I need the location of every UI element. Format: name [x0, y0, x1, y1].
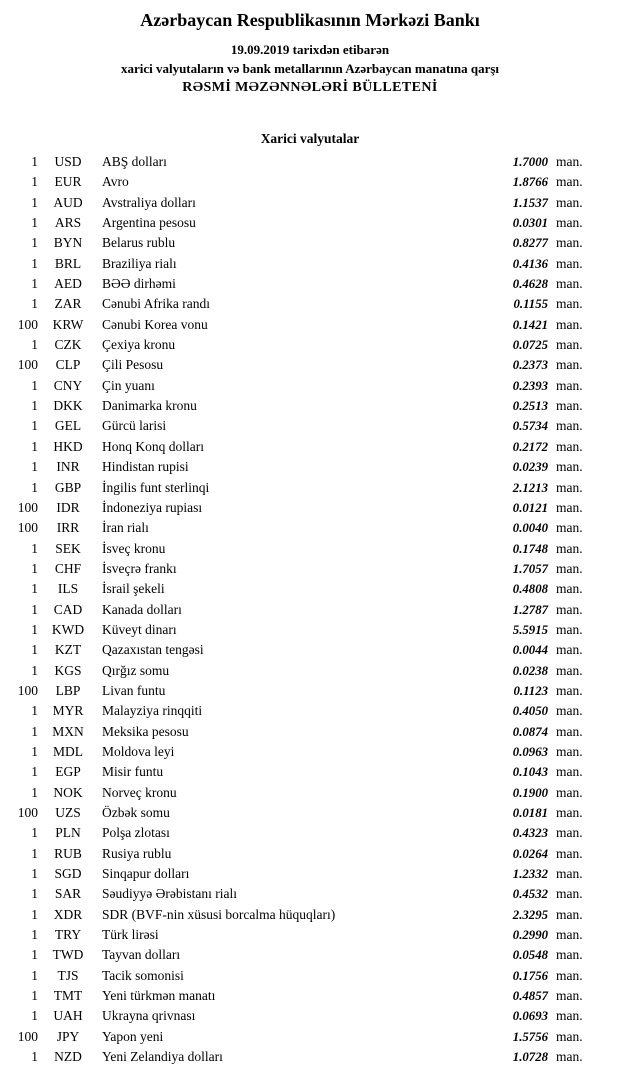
currency-name: Yeni Zelandiya dolları	[102, 1049, 223, 1065]
currency-rate: 0.1123	[513, 683, 548, 698]
currency-name: Meksika pesosu	[102, 723, 189, 739]
currency-quantity: 1	[31, 621, 38, 637]
currency-row	[0, 683, 620, 703]
currency-unit: man.	[556, 845, 583, 861]
currency-name: ABŞ dolları	[102, 154, 167, 169]
currency-code: KRW	[52, 316, 84, 332]
currency-row	[0, 296, 620, 316]
currency-row	[0, 947, 620, 967]
currency-row	[0, 703, 620, 723]
currency-code: AED	[54, 276, 82, 292]
currency-unit: man.	[556, 560, 583, 576]
currency-quantity: 100	[17, 805, 38, 820]
currency-row	[0, 724, 620, 744]
currency-rate: 1.8766	[512, 175, 548, 190]
currency-unit: man.	[556, 459, 583, 475]
currency-name: Qazaxıstan tengəsi	[102, 642, 204, 658]
currency-code: KGS	[54, 662, 82, 678]
currency-row	[0, 663, 620, 683]
currency-code: KZT	[54, 642, 82, 658]
currency-rate: 2.3295	[512, 907, 548, 922]
currency-quantity: 1	[31, 1049, 38, 1065]
currency-row	[0, 520, 620, 540]
currency-name: Sinqapur dolları	[102, 866, 190, 882]
currency-rate: 0.0044	[512, 643, 548, 658]
currency-code: TRY	[54, 927, 82, 943]
currency-row	[0, 480, 620, 500]
currency-quantity: 1	[31, 276, 38, 292]
currency-rate: 0.0301	[512, 216, 548, 231]
currency-code: ZAR	[54, 296, 82, 312]
currency-quantity: 1	[31, 988, 38, 1004]
currency-rate: 0.4532	[512, 887, 548, 902]
currency-row	[0, 459, 620, 479]
currency-quantity: 1	[31, 642, 38, 658]
currency-code: HKD	[53, 438, 83, 454]
currency-rate: 0.4136	[512, 256, 548, 271]
currency-rate: 0.1155	[513, 297, 548, 312]
currency-rate: 1.7057	[512, 561, 548, 576]
currency-name: Gürcü larisi	[102, 418, 167, 434]
currency-rate: 0.2990	[512, 928, 548, 943]
currency-code: CNY	[53, 377, 83, 393]
currency-unit: man.	[556, 621, 583, 637]
currency-row	[0, 764, 620, 784]
currency-row	[0, 602, 620, 622]
currency-row	[0, 256, 620, 276]
currency-quantity: 1	[31, 560, 38, 576]
currency-rate: 0.0548	[512, 948, 548, 963]
currency-quantity: 1	[31, 540, 38, 556]
currency-row	[0, 988, 620, 1008]
currency-unit: man.	[556, 255, 583, 271]
currency-unit: man.	[556, 866, 583, 882]
currency-quantity: 1	[31, 174, 38, 190]
currency-rate: 0.1900	[512, 785, 548, 800]
currency-rate: 0.8277	[512, 236, 548, 251]
currency-unit: man.	[556, 1049, 583, 1065]
currency-unit: man.	[556, 703, 583, 719]
currency-quantity: 1	[31, 1008, 38, 1024]
currency-row	[0, 866, 620, 886]
currency-row	[0, 846, 620, 866]
currency-unit: man.	[556, 296, 583, 312]
currency-unit: man.	[556, 215, 583, 231]
currency-row	[0, 195, 620, 215]
currency-row	[0, 398, 620, 418]
effective-date-line: 19.09.2019 tarixdən etibarən	[230, 42, 390, 57]
currency-rate: 0.2172	[512, 439, 548, 454]
currency-row	[0, 276, 620, 296]
currency-quantity: 1	[31, 255, 38, 271]
currency-name: Norveç kronu	[102, 784, 177, 800]
currency-unit: man.	[556, 1008, 583, 1024]
currency-code: GBP	[54, 479, 82, 495]
currency-rate: 0.4857	[512, 989, 548, 1004]
currency-name: Polşa zlotası	[102, 825, 170, 841]
bulletin-header	[0, 0, 620, 98]
currency-quantity: 1	[31, 377, 38, 393]
currency-unit: man.	[556, 194, 583, 210]
currency-code: MDL	[53, 743, 83, 759]
currency-unit: man.	[556, 337, 583, 353]
currency-name: İngilis funt sterlinqi	[102, 479, 210, 495]
currency-code: SEK	[55, 540, 81, 556]
currency-unit: man.	[556, 723, 583, 739]
currency-quantity: 1	[31, 398, 38, 414]
currency-name: Çin yuanı	[102, 377, 155, 393]
currency-quantity: 1	[31, 235, 38, 251]
currency-rate: 0.0121	[512, 500, 548, 515]
currency-code: TWD	[52, 947, 84, 963]
currency-code: TJS	[57, 967, 79, 983]
currency-row	[0, 805, 620, 825]
currency-rate: 0.4323	[512, 826, 548, 841]
currency-unit: man.	[556, 906, 583, 922]
currency-quantity: 1	[31, 723, 38, 739]
currency-quantity: 1	[31, 743, 38, 759]
currency-quantity: 100	[17, 316, 38, 332]
currency-unit: man.	[556, 377, 583, 393]
currency-quantity: 1	[31, 906, 38, 922]
currency-code: BRL	[54, 255, 82, 271]
currency-quantity: 1	[31, 866, 38, 882]
currency-row	[0, 968, 620, 988]
currency-name: Danimarka kronu	[102, 398, 197, 414]
currency-code: NOK	[53, 784, 83, 800]
currency-quantity: 1	[31, 845, 38, 861]
currency-rate: 0.0181	[512, 806, 548, 820]
currency-rate: 1.1537	[512, 195, 548, 210]
currency-row	[0, 825, 620, 845]
currency-unit: man.	[556, 642, 583, 658]
currency-code: JPY	[56, 1028, 80, 1044]
currency-code: USD	[54, 154, 82, 169]
currency-unit: man.	[556, 235, 583, 251]
currency-rate: 0.4628	[512, 277, 548, 292]
currency-quantity: 1	[31, 296, 38, 312]
currency-rate: 0.1748	[512, 541, 548, 556]
currency-name: Misir funtu	[102, 764, 164, 780]
currency-unit: man.	[556, 886, 583, 902]
currency-unit: man.	[556, 927, 583, 943]
currency-name: Avro	[102, 174, 129, 190]
currency-unit: man.	[556, 479, 583, 495]
currency-code: BYN	[53, 235, 83, 251]
currency-unit: man.	[556, 764, 583, 780]
currency-row	[0, 642, 620, 662]
currency-quantity: 1	[31, 967, 38, 983]
currency-quantity: 1	[31, 154, 38, 169]
currency-row	[0, 785, 620, 805]
currency-code: SAR	[54, 886, 82, 902]
currency-row	[0, 907, 620, 927]
currency-unit: man.	[556, 438, 583, 454]
currency-rate: 0.0040	[512, 521, 548, 536]
currency-unit: man.	[556, 398, 583, 414]
currency-name: Qırğız somu	[102, 662, 170, 678]
currency-code: PLN	[55, 825, 81, 841]
currency-quantity: 1	[31, 479, 38, 495]
currency-name: SDR (BVF-nin xüsusi borcalma hüquqları)	[102, 906, 336, 922]
currency-code: GEL	[54, 418, 82, 434]
currency-name: Braziliya rialı	[102, 255, 177, 271]
currency-name: Moldova leyi	[102, 743, 175, 759]
currency-row	[0, 1008, 620, 1028]
currency-name: Yeni türkmən manatı	[102, 988, 216, 1004]
currency-quantity: 1	[31, 703, 38, 719]
currency-unit: man.	[556, 276, 583, 292]
currency-rate: 0.0874	[512, 724, 548, 739]
currency-unit: man.	[556, 154, 583, 169]
currency-row	[0, 378, 620, 398]
currency-unit: man.	[556, 520, 583, 536]
currency-quantity: 1	[31, 438, 38, 454]
currency-row	[0, 357, 620, 377]
currency-name: Türk lirəsi	[102, 927, 159, 943]
currency-name: Tacik somonisi	[102, 967, 184, 983]
currency-quantity: 100	[17, 520, 38, 536]
currency-rate: 1.2332	[512, 867, 548, 882]
currency-unit: man.	[556, 174, 583, 190]
currency-rate: 0.0238	[512, 663, 548, 678]
currency-unit: man.	[556, 967, 583, 983]
currency-unit: man.	[556, 418, 583, 434]
currency-code: UZS	[55, 805, 81, 820]
section-title: Xarici valyutalar	[260, 131, 360, 146]
currency-name: BƏƏ dirhəmi	[102, 276, 176, 292]
currency-code: MXN	[52, 723, 84, 739]
currency-quantity: 100	[17, 499, 38, 515]
currency-rate: 0.0239	[512, 460, 548, 475]
currency-unit: man.	[556, 743, 583, 759]
currency-row	[0, 561, 620, 581]
currency-code: UAH	[53, 1008, 83, 1024]
currency-name: Özbək somu	[102, 805, 170, 820]
currency-code: IRR	[56, 520, 80, 536]
currency-name: İsrail şekeli	[102, 581, 165, 597]
currency-name: Küveyt dinarı	[102, 621, 177, 637]
header-subtitle: xarici valyutaların və bank metallarının Azərbaycan manatına qarşı	[120, 61, 500, 76]
currency-code: CAD	[53, 601, 83, 617]
currency-code: NZD	[54, 1049, 82, 1065]
currency-quantity: 100	[17, 357, 38, 373]
currency-unit: man.	[556, 825, 583, 841]
currency-name: Hindistan rupisi	[102, 459, 189, 475]
currency-code: IDR	[56, 499, 80, 515]
currency-quantity: 1	[31, 337, 38, 353]
currency-row	[0, 581, 620, 601]
currency-name: Tayvan dolları	[102, 947, 181, 963]
currency-name: Rusiya rublu	[102, 845, 172, 861]
currency-row	[0, 622, 620, 642]
currency-name: Yapon yeni	[102, 1028, 164, 1044]
currency-row	[0, 215, 620, 235]
currency-row	[0, 439, 620, 459]
currency-code: EUR	[54, 174, 82, 190]
currency-code: CLP	[55, 357, 81, 373]
currency-rate: 0.2513	[512, 399, 548, 414]
currency-row	[0, 1029, 620, 1049]
currency-quantity: 100	[17, 682, 38, 698]
currency-name: Cənubi Korea vonu	[102, 316, 208, 332]
currency-rate: 0.4050	[512, 704, 548, 719]
currency-quantity: 1	[31, 825, 38, 841]
currency-rate: 0.0264	[512, 846, 548, 861]
currency-quantity: 1	[31, 764, 38, 780]
currency-name: Honq Konq dolları	[102, 438, 204, 454]
currency-rate: 0.5734	[512, 419, 548, 434]
currency-name: Malayziya rinqqiti	[102, 703, 203, 719]
currency-rate: 0.1043	[512, 765, 548, 780]
currency-row	[0, 154, 620, 174]
currency-rate: 2.1213	[512, 480, 548, 495]
currency-row	[0, 317, 620, 337]
currency-row	[0, 541, 620, 561]
currency-quantity: 1	[31, 601, 38, 617]
currency-unit: man.	[556, 316, 583, 332]
currency-quantity: 1	[31, 947, 38, 963]
currency-code: INR	[56, 459, 80, 475]
currency-rate: 0.4808	[512, 582, 548, 597]
currency-unit: man.	[556, 662, 583, 678]
currency-code: TMT	[53, 988, 83, 1004]
currency-row	[0, 744, 620, 764]
currency-unit: man.	[556, 357, 583, 373]
currency-name: Avstraliya dolları	[102, 194, 196, 210]
currency-rate: 0.1756	[512, 968, 548, 983]
currency-name: Argentina pesosu	[102, 215, 196, 231]
currency-name: Ukrayna qrivnası	[102, 1008, 196, 1024]
currency-quantity: 100	[17, 1028, 38, 1044]
currency-unit: man.	[556, 805, 583, 820]
currency-name: İndoneziya rupiası	[102, 499, 203, 515]
currency-code: CHF	[54, 560, 82, 576]
currency-rate: 1.7000	[512, 155, 548, 169]
currency-code: SGD	[54, 866, 82, 882]
currency-unit: man.	[556, 947, 583, 963]
currency-rate: 0.2393	[512, 378, 548, 393]
currency-rate: 0.0693	[512, 1009, 548, 1024]
currency-quantity: 1	[31, 194, 38, 210]
currency-code: ARS	[54, 215, 82, 231]
currency-rate: 1.2787	[512, 602, 548, 617]
currency-rate: 0.2373	[512, 358, 548, 373]
currency-unit: man.	[556, 601, 583, 617]
currency-code: ILS	[57, 581, 79, 597]
currency-rate: 1.0728	[512, 1050, 548, 1065]
currency-code: KWD	[51, 621, 85, 637]
currency-quantity: 1	[31, 418, 38, 434]
currency-name: Cənubi Afrika randı	[102, 296, 210, 312]
currency-row	[0, 927, 620, 947]
currency-name: İran rialı	[102, 520, 149, 536]
currency-rate: 5.5915	[512, 622, 548, 637]
currency-code: MYR	[52, 703, 84, 719]
currency-row	[0, 174, 620, 194]
currency-name: Çili Pesosu	[102, 357, 164, 373]
currency-unit: man.	[556, 988, 583, 1004]
currency-row	[0, 500, 620, 520]
currency-name: İsveçrə frankı	[102, 560, 177, 576]
currency-rate: 0.1421	[512, 317, 548, 332]
currency-row	[0, 1049, 620, 1069]
currency-unit: man.	[556, 1028, 583, 1044]
currency-unit: man.	[556, 784, 583, 800]
currency-code: AUD	[53, 194, 83, 210]
currency-row	[0, 235, 620, 255]
currency-code: XDR	[53, 906, 83, 922]
currency-name: Səudiyyə Ərəbistanı rialı	[102, 886, 237, 902]
currency-unit: man.	[556, 499, 583, 515]
currency-unit: man.	[556, 581, 583, 597]
currency-rate: 0.0725	[512, 338, 548, 353]
currency-table	[0, 154, 620, 1069]
currency-code: DKK	[53, 398, 83, 414]
currency-rate: 1.5756	[512, 1029, 548, 1044]
currency-unit: man.	[556, 682, 583, 698]
currency-code: EGP	[55, 764, 81, 780]
currency-quantity: 1	[31, 215, 38, 231]
currency-rate: 0.0963	[512, 744, 548, 759]
currency-quantity: 1	[31, 784, 38, 800]
currency-quantity: 1	[31, 581, 38, 597]
bank-title: Azərbaycan Respublikasının Mərkəzi Bankı	[140, 10, 480, 30]
currency-name: İsveç kronu	[102, 540, 166, 556]
bulletin-title: RƏSMİ MƏZƏNNƏLƏRİ BÜLLETENİ	[182, 80, 438, 95]
currency-row	[0, 418, 620, 438]
currency-row	[0, 886, 620, 906]
currency-code: RUB	[54, 845, 82, 861]
currency-name: Çexiya kronu	[102, 337, 176, 353]
currency-quantity: 1	[31, 886, 38, 902]
currency-name: Livan funtu	[102, 682, 166, 698]
currency-name: Belarus rublu	[102, 235, 176, 251]
currency-unit: man.	[556, 540, 583, 556]
currency-code: CZK	[54, 337, 82, 353]
currency-quantity: 1	[31, 662, 38, 678]
currency-quantity: 1	[31, 459, 38, 475]
currency-row	[0, 337, 620, 357]
currency-code: LBP	[55, 682, 81, 698]
currency-name: Kanada dolları	[102, 601, 182, 617]
currency-quantity: 1	[31, 927, 38, 943]
